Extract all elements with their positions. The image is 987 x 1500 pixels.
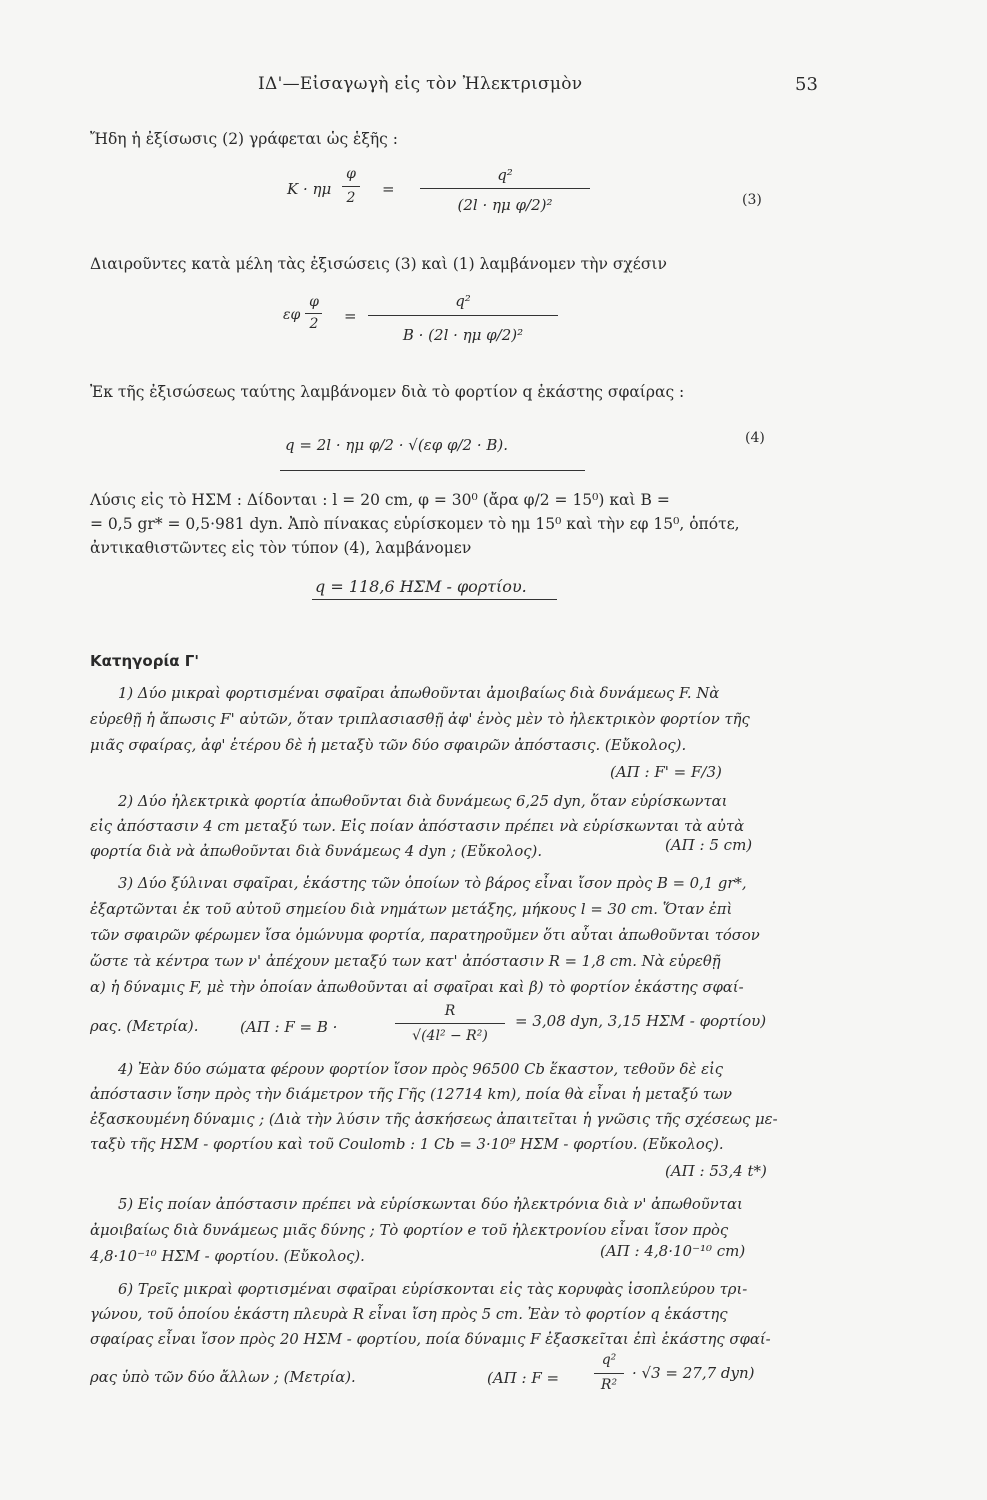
eq4-underline xyxy=(280,470,585,471)
problem-2-line: 2) Δύο ἠλεκτρικὰ φορτία ἀπωθοῦνται διὰ δυνάμεως 6,25 dyn, ὅταν εὑρίσκωνται xyxy=(118,793,728,810)
problem-5-line: 4,8·10⁻¹⁰ ΗΣΜ - φορτίου. (Εὔκολος). xyxy=(90,1248,365,1265)
problem-1-answer: (ΑΠ : F' = F/3) xyxy=(610,763,722,781)
problem-3-line: ἐξαρτῶνται ἐκ τοῦ αὐτοῦ σημείου διὰ νημάτων μετάξης, μήκους l = 30 cm. Ὅταν ἐπὶ xyxy=(90,901,733,918)
problem-6-answer-rhs: · √3 = 27,7 dyn) xyxy=(632,1364,755,1382)
result-underline xyxy=(312,599,557,600)
problem-2-line: εἰς ἀπόστασιν 4 cm μεταξύ των. Εἰς ποίαν ἀπόστασιν πρέπει νὰ εὑρίσκωνται τὰ αὐτὰ xyxy=(90,818,745,835)
problem-3-line: α) ἡ δύναμις F, μὲ τὴν ὁποίαν ἀπωθοῦνται αἱ σφαῖραι καὶ β) τὸ φορτίον ἑκάστης σφαί- xyxy=(90,979,744,996)
problem-1-line: εὑρεθῇ ἡ ἄπωσις F' αὐτῶν, ὅταν τριπλασιασθῇ ἀφ' ἑνὸς μὲν τὸ ἠλεκτρικὸν φορτίον τῆς xyxy=(90,711,750,728)
problem-3-answer-den: √(4l² − R²) xyxy=(412,1028,488,1044)
problem-5-line: 5) Εἰς ποίαν ἀπόστασιν πρέπει νὰ εὑρίσκωνται δύο ἠλεκτρόνια διὰ ν' ἀπωθοῦνται xyxy=(118,1196,743,1213)
eqb-numerator: q² xyxy=(455,292,471,310)
intro-line: Ἤδη ἡ ἐξίσωσις (2) γράφεται ὡς ἑξῆς : xyxy=(90,130,399,148)
problem-4-line: ἐξασκουμένη δύναμις ; (Διὰ τὴν λύσιν τῆς ἀσκήσεως ἀπαιτεῖται ἡ γνῶσις τῆς σχέσεως με- xyxy=(90,1111,778,1128)
problem-3-last-line: ρας. (Μετρία). xyxy=(90,1018,199,1035)
eq3-numerator: q² xyxy=(497,166,513,184)
problem-1-line: μιᾶς σφαίρας, ἀφ' ἑτέρου δὲ ἡ μεταξὺ τῶν δύο σφαιρῶν ἀπόστασις. (Εὔκολος). xyxy=(90,737,687,754)
problem-2-answer: (ΑΠ : 5 cm) xyxy=(665,836,753,854)
eq3-denominator: (2l · ημ φ/2)² xyxy=(457,196,553,214)
solution-line-2: = 0,5 gr* = 0,5·981 dyn. Ἀπὸ πίνακας εὑρίσκομεν τὸ ημ 15⁰ καὶ τὴν εφ 15⁰, ὁπότε, xyxy=(90,515,740,533)
eqb-two: 2 xyxy=(309,316,319,332)
eqb-denominator: B · (2l · ημ φ/2)² xyxy=(402,326,524,344)
problem-6-last-line: ρας ὑπὸ τῶν δύο ἄλλων ; (Μετρία). xyxy=(90,1369,356,1386)
problem-3-answer-lhs: (ΑΠ : F = B · xyxy=(240,1018,338,1036)
eqb-left: εφ xyxy=(283,307,301,323)
problem-3-answer-bar xyxy=(395,1023,505,1024)
problem-6-answer-num: q² xyxy=(601,1352,617,1368)
eq3-two: 2 xyxy=(346,190,356,206)
problem-4-answer: (ΑΠ : 53,4 t*) xyxy=(665,1162,767,1180)
eq4: q = 2l · ημ φ/2 · √(εφ φ/2 · B). xyxy=(285,436,509,454)
problem-6-answer-bar xyxy=(594,1373,624,1374)
problem-3-line: ὥστε τὰ κέντρα των ν' ἀπέχουν μεταξύ των κατ' ἀπόστασιν R = 1,8 cm. Νὰ εὑρεθῇ xyxy=(90,953,721,970)
problem-5-answer: (ΑΠ : 4,8·10⁻¹⁰ cm) xyxy=(600,1242,746,1260)
problem-6-line: σφαίρας εἶναι ἴσον πρὸς 20 ΗΣΜ - φορτίου, ποία δύναμις F ἐξασκεῖται ἐπὶ ἑκάστης σφαί- xyxy=(90,1331,771,1348)
problem-2-line: φορτία διὰ νὰ ἀπωθοῦνται διὰ δυνάμεως 4 dyn ; (Εὔκολος). xyxy=(90,843,543,860)
solution-line-1: Λύσις εἰς τὸ ΗΣΜ : Δίδονται : l = 20 cm, φ = 30⁰ (ἄρα φ/2 = 15⁰) καὶ B = xyxy=(90,491,670,509)
eq3-tag: (3) xyxy=(742,192,762,208)
eq4-tag: (4) xyxy=(745,430,765,446)
problem-4-line: ταξὺ τῆς ΗΣΜ - φορτίου καὶ τοῦ Coulomb : 1 Cb = 3·10⁹ ΗΣΜ - φορτίου. (Εὔκολος). xyxy=(90,1136,724,1153)
solution-result: q = 118,6 ΗΣΜ - φορτίου. xyxy=(315,577,527,596)
paragraph-2: Διαιροῦντες κατὰ μέλη τὰς ἐξισώσεις (3) καὶ (1) λαμβάνομεν τὴν σχέσιν xyxy=(90,255,667,273)
problem-6-answer-den: R² xyxy=(600,1377,618,1393)
eqb-phi: φ xyxy=(309,294,319,310)
eq3-phi: φ xyxy=(346,166,356,182)
eq3-left: K · ημ xyxy=(287,180,332,198)
running-title: ΙΔ'—Εἰσαγωγὴ εἰς τὸν Ἠλεκτρισμὸν xyxy=(258,74,583,94)
page-number: 53 xyxy=(795,74,818,95)
problem-3-answer-rhs: = 3,08 dyn, 3,15 ΗΣΜ - φορτίου) xyxy=(515,1012,767,1030)
problem-3-line: 3) Δύο ξύλιναι σφαῖραι, ἑκάστης τῶν ὁποίων τὸ βάρος εἶναι ἴσον πρὸς B = 0,1 gr*, xyxy=(118,875,747,892)
problem-6-answer-lhs: (ΑΠ : F = xyxy=(487,1369,560,1387)
section-title: Κατηγορία Γ' xyxy=(90,652,199,670)
solution-line-3: ἀντικαθιστῶντες εἰς τὸν τύπον (4), λαμβάνομεν xyxy=(90,539,472,557)
eq3-equals: = xyxy=(382,180,395,198)
problem-4-line: ἀπόστασιν ἴσην πρὸς τὴν διάμετρον τῆς Γῆς (12714 km), ποία θὰ εἶναι ἡ μεταξύ των xyxy=(90,1086,733,1103)
eqb-equals: = xyxy=(344,307,357,325)
problem-6-line: 6) Τρεῖς μικραὶ φορτισμέναι σφαῖραι εὑρίσκονται εἰς τὰς κορυφὰς ἰσοπλεύρου τρι- xyxy=(118,1281,748,1298)
problem-4-line: 4) Ἐὰν δύο σώματα φέρουν φορτίον ἴσον πρὸς 96500 Cb ἕκαστον, τεθοῦν δὲ εἰς xyxy=(118,1061,724,1078)
eq3-fraction-bar xyxy=(420,188,590,189)
paragraph-3: Ἐκ τῆς ἐξισώσεως ταύτης λαμβάνομεν διὰ τὸ φορτίον q ἑκάστης σφαίρας : xyxy=(90,383,685,401)
problem-1-line: 1) Δύο μικραὶ φορτισμέναι σφαῖραι ἀπωθοῦνται ἀμοιβαίως διὰ δυνάμεως F. Νὰ xyxy=(118,685,720,702)
eqb-fraction-bar xyxy=(368,315,558,316)
problem-5-line: ἀμοιβαίως διὰ δυνάμεως μιᾶς δύνης ; Τὸ φορτίον e τοῦ ἠλεκτρονίου εἶναι ἴσον πρὸς xyxy=(90,1222,729,1239)
eqb-small-bar xyxy=(305,313,322,314)
eq3-small-bar xyxy=(342,186,360,187)
problem-3-line: τῶν σφαιρῶν φέρωμεν ἴσα ὁμώνυμα φορτία, παρατηροῦμεν ὅτι αὗται ἀπωθοῦνται τόσον xyxy=(90,927,760,944)
problem-3-answer-num: R xyxy=(444,1003,456,1019)
problem-6-line: γώνου, τοῦ ὁποίου ἑκάστη πλευρὰ R εἶναι ἴση πρὸς 5 cm. Ἐὰν τὸ φορτίον q ἑκάστης xyxy=(90,1306,728,1323)
